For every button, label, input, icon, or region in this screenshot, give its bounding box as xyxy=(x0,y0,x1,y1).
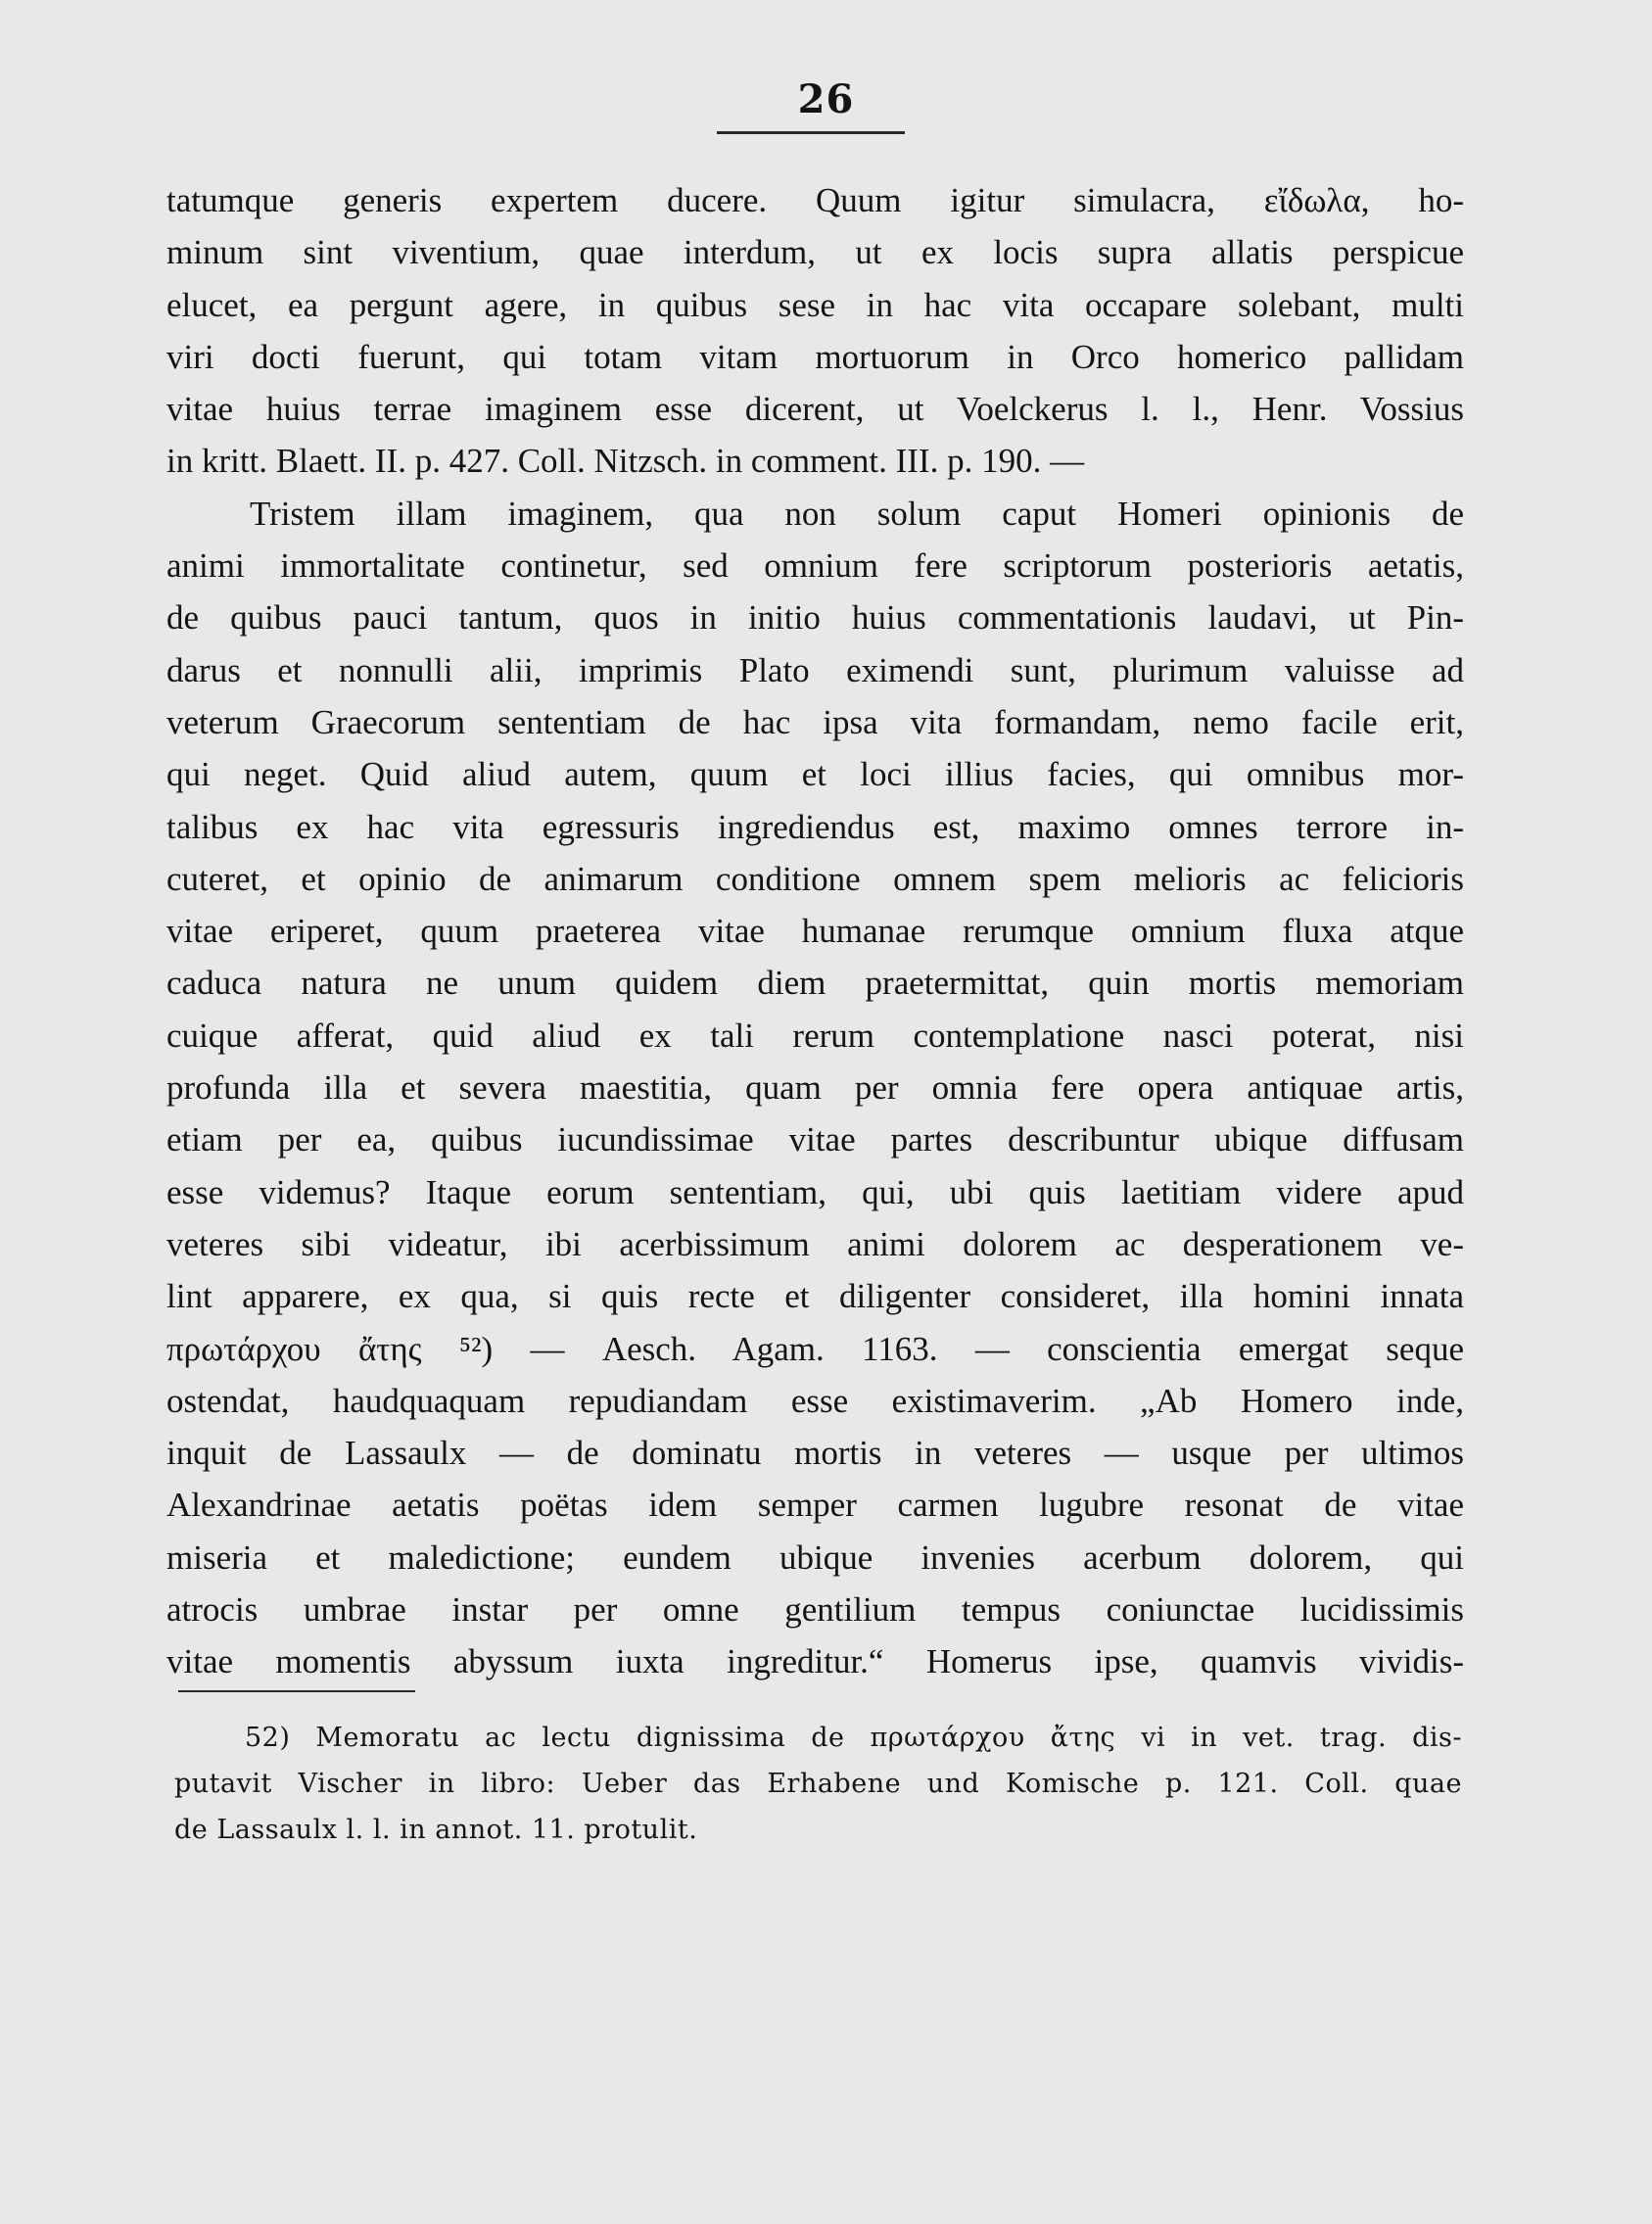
body-line-12: qui neget. Quid aliud autem, quum et loci illius facies, qui omnibus mor- xyxy=(166,755,1464,794)
body-line-10: darus et nonnulli alii, imprimis Plato eximendi sunt, plurimum valuisse ad xyxy=(166,650,1464,689)
body-line-3: elucet, ea pergunt agere, in quibus sese in hac vita occapare solebant, multi xyxy=(166,285,1464,324)
body-line-20: esse videmus? Itaque eorum sententiam, qui, ubi quis laetitiam videre apud xyxy=(166,1172,1464,1211)
page-number: 26 xyxy=(797,76,855,122)
body-line-23: πρωτάρχου ἄτης ⁵²) — Aesch. Agam. 1163. — conscientia emergat seque xyxy=(166,1329,1464,1368)
body-line-26: Alexandrinae aetatis poëtas idem semper carmen lugubre resonat de vitae xyxy=(166,1486,1464,1525)
body-line-13: talibus ex hac vita egressuris ingrediendus est, maximo omnes terrore in- xyxy=(166,807,1464,846)
body-line-21: veteres sibi videatur, ibi acerbissimum animi dolorem ac desperationem ve- xyxy=(166,1224,1464,1263)
body-line-22: lint apparere, ex qua, si quis recte et diligenter consideret, illa homini innata xyxy=(166,1277,1464,1316)
body-line-19: etiam per ea, quibus iucundissimae vitae partes describuntur ubique diffusam xyxy=(166,1120,1464,1159)
page-number-rule xyxy=(717,131,905,134)
body-line-2: minum sint viventium, quae interdum, ut ex locis supra allatis perspicue xyxy=(166,233,1464,272)
body-line-16: caduca natura ne unum quidem diem praetermittat, quin mortis memoriam xyxy=(166,964,1464,1003)
body-line-9: de quibus pauci tantum, quos in initio huius commentationis laudavi, ut Pin- xyxy=(166,598,1464,638)
body-line-29: vitae momentis abyssum iuxta ingreditur.“ Homerus ipse, quamvis vividis- xyxy=(166,1642,1464,1681)
body-line-17: cuique afferat, quid aliud ex tali rerum contemplatione nasci poterat, nisi xyxy=(166,1016,1464,1055)
footnotes xyxy=(174,1715,1462,1853)
body-line-18: profunda illa et severa maestitia, quam per omnia fere opera antiquae artis, xyxy=(166,1068,1464,1108)
body-line-14: cuteret, et opinio de animarum conditione omnem spem melioris ac felicioris xyxy=(166,859,1464,898)
footnote-line-3: de Lassaulx l. l. in annot. 11. protulit. xyxy=(174,1815,698,1845)
body-line-11: veterum Graecorum sententiam de hac ipsa vita formandam, nemo facile erit, xyxy=(166,702,1464,741)
body-line-15: vitae eriperet, quum praeterea vitae humanae rerumque omnium fluxa atque xyxy=(166,912,1464,951)
footnote-line-1: 52) Memoratu ac lectu dignissima de πρωτάρχου ἄτης vi in vet. trag. dis- xyxy=(245,1723,1462,1753)
body-line-4: viri docti fuerunt, qui totam vitam mortuorum in Orco homerico pallidam xyxy=(166,337,1464,376)
body-line-6: in kritt. Blaett. II. p. 427. Coll. Nitzsch. in comment. III. p. 190. — xyxy=(166,442,1085,481)
footnote-rule xyxy=(178,1690,415,1692)
body-line-1: tatumque generis expertem ducere. Quum igitur simulacra, εἴδωλα, ho- xyxy=(166,181,1464,219)
footnote-line-2: putavit Vischer in libro: Ueber das Erhabene und Komische p. 121. Coll. quae xyxy=(174,1769,1462,1799)
body-line-8: animi immortalitate continetur, sed omnium fere scriptorum posterioris aetatis, xyxy=(166,546,1464,586)
body-line-28: atrocis umbrae instar per omne gentilium tempus coniunctae lucidissimis xyxy=(166,1590,1464,1630)
body-line-24: ostendat, haudquaquam repudiandam esse existimaverim. „Ab Homero inde, xyxy=(166,1381,1464,1420)
body-line-25: inquit de Lassaulx — de dominatu mortis in veteres — usque per ultimos xyxy=(166,1434,1464,1473)
body-line-27: miseria et maledictione; eundem ubique invenies acerbum dolorem, qui xyxy=(166,1538,1464,1577)
body-text xyxy=(166,174,1464,1688)
body-line-5: vitae huius terrae imaginem esse dicerent, ut Voelckerus l. l., Henr. Vossius xyxy=(166,390,1464,429)
body-line-7: Tristem illam imaginem, qua non solum caput Homeri opinionis de xyxy=(250,494,1464,533)
